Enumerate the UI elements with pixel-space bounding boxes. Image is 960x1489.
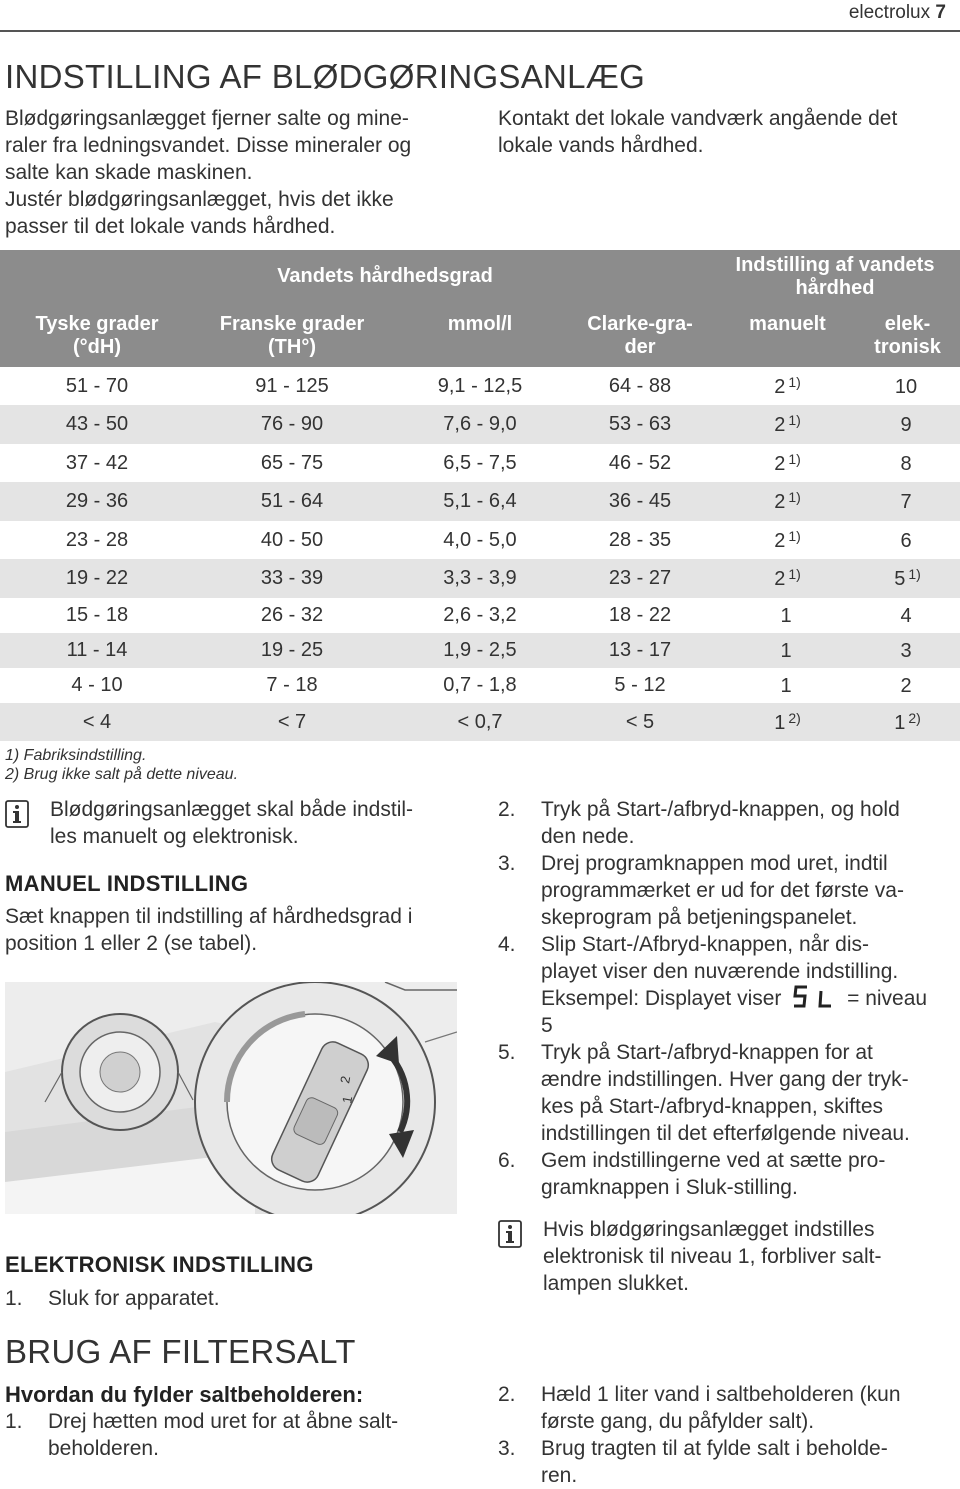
table-cell xyxy=(710,603,865,628)
table-cell xyxy=(194,413,390,436)
footnote-ref: 1) xyxy=(788,566,801,582)
table-row xyxy=(0,633,960,668)
step-number: 6. xyxy=(498,1149,516,1172)
cell-value: 4 - 10 xyxy=(71,674,123,696)
cell-value: 1 xyxy=(780,675,792,697)
list-item xyxy=(498,1039,958,1147)
table-cell xyxy=(570,711,710,734)
cell-value: 37 - 42 xyxy=(65,451,129,474)
intro-line: Justér blødgøringsanlægget, hvis det ikke xyxy=(5,188,394,211)
table-cell xyxy=(710,673,865,698)
table-cell xyxy=(390,711,570,734)
cell-value: 6,5 - 7,5 xyxy=(443,451,517,474)
header-rule xyxy=(0,30,960,32)
cell-value: 15 - 18 xyxy=(65,604,129,626)
table-row xyxy=(0,668,960,703)
info-note-line: Blødgøringsanlægget skal både indstil- xyxy=(50,798,414,821)
table-row xyxy=(0,598,960,633)
cell-value: 1 xyxy=(780,605,792,627)
step-line: Tryk på Start-/afbryd-knappen for at xyxy=(541,1041,873,1064)
col-header-line: Clarke-gra- xyxy=(587,313,693,335)
cell-value: 18 - 22 xyxy=(608,604,672,626)
footnote-1: 1) Fabriksindstilling. xyxy=(5,747,147,764)
table-cell xyxy=(0,639,194,662)
cell-value: 1,9 - 2,5 xyxy=(443,639,517,661)
table-cell xyxy=(390,413,570,436)
section-title-salt: BRUG AF FILTERSALT xyxy=(5,1333,356,1370)
table-cell xyxy=(390,567,570,590)
table-cell xyxy=(710,566,865,591)
col-header-line: tronisk xyxy=(874,336,941,358)
list-item xyxy=(5,1285,445,1312)
list-item xyxy=(498,1147,958,1201)
manual-setting-heading: MANUEL INDSTILLING xyxy=(5,871,249,896)
intro-line: passer til det lokale vands hårdhed. xyxy=(5,215,336,238)
cell-value: < 7 xyxy=(277,710,307,733)
table-body xyxy=(0,367,960,741)
page-header-brand xyxy=(849,2,946,24)
brand-name: electrolux xyxy=(848,2,931,23)
table-cell xyxy=(194,711,390,734)
step-number: 2. xyxy=(498,1383,516,1406)
info-note-line: lampen slukket. xyxy=(543,1272,689,1295)
list-item xyxy=(5,1408,465,1462)
footnote-ref: 1) xyxy=(788,489,801,505)
table-cell xyxy=(855,673,960,698)
electronic-step-list xyxy=(5,1285,445,1312)
step-number: 3. xyxy=(498,1437,516,1460)
table-row xyxy=(0,367,960,405)
step-number: 1. xyxy=(5,1410,23,1433)
table-cell xyxy=(194,604,390,627)
cell-value: 4,0 - 5,0 xyxy=(443,528,517,551)
table-cell xyxy=(0,711,194,734)
step-line: Tryk på Start-/afbryd-knappen, og hold xyxy=(541,798,900,821)
cell-value: 23 - 27 xyxy=(608,567,672,589)
cell-value: < 0,7 xyxy=(457,710,503,733)
cell-value: 2 xyxy=(774,414,786,436)
col-header-line: (TH°) xyxy=(268,336,316,358)
step-line: playet viser den nuværende indstilling. xyxy=(541,960,899,983)
col-header-german xyxy=(0,313,194,359)
table-cell xyxy=(194,452,390,475)
cell-value: 3,3 - 3,9 xyxy=(443,567,517,589)
table-cell xyxy=(0,529,194,552)
info-note-left xyxy=(50,796,413,850)
cell-value: 7 - 18 xyxy=(266,674,318,696)
contact-line: Kontakt det lokale vandværk angående det xyxy=(498,107,898,130)
table-cell xyxy=(855,412,960,437)
info-icon xyxy=(5,800,29,828)
step-line: indstillingen til det efterfølgende niveau. xyxy=(541,1122,910,1145)
table-cell xyxy=(0,452,194,475)
step-line: den nede. xyxy=(541,825,635,848)
table-cell xyxy=(194,490,390,513)
table-cell xyxy=(855,603,960,628)
list-item xyxy=(498,850,958,931)
table-cell xyxy=(710,489,865,514)
step-line: ren. xyxy=(541,1464,578,1487)
table-cell xyxy=(194,529,390,552)
cell-value: 36 - 45 xyxy=(608,490,672,512)
footnote-2: 2) Brug ikke salt på dette niveau. xyxy=(5,766,239,783)
intro-line: raler fra ledningsvandet. Disse mineraler og xyxy=(5,134,412,157)
table-row xyxy=(0,444,960,482)
step-line: Drej programknappen mod uret, indtil xyxy=(541,852,888,875)
step-line: gramknappen i Sluk-stilling. xyxy=(541,1176,798,1199)
intro-paragraph xyxy=(5,105,411,240)
table-row xyxy=(0,703,960,741)
softener-dial-illustration xyxy=(5,982,457,1214)
step-line: ændre indstillingen. Hver gang der tryk- xyxy=(541,1068,909,1091)
table-cell xyxy=(0,490,194,513)
table-cell xyxy=(855,710,960,735)
cell-value: 10 xyxy=(894,375,918,398)
contact-line: lokale vands hårdhed. xyxy=(498,134,704,157)
cell-value: 53 - 63 xyxy=(608,413,672,435)
salt-right-steps xyxy=(498,1381,958,1489)
electronic-setting-heading: ELEKTRONISK INDSTILLING xyxy=(5,1252,314,1277)
display-segment-icon xyxy=(793,985,835,1009)
cell-value: 3 xyxy=(900,640,912,662)
table-cell xyxy=(570,413,710,436)
col-header-manual xyxy=(710,313,865,336)
step-line: beholderen. xyxy=(48,1437,159,1460)
step-line: Slip Start-/Afbryd-knappen, når dis- xyxy=(541,933,869,956)
cell-value: 51 - 64 xyxy=(260,490,324,512)
table-row xyxy=(0,521,960,559)
cell-value: 13 - 17 xyxy=(608,639,672,661)
table-row xyxy=(0,559,960,598)
cell-value: 26 - 32 xyxy=(260,604,324,626)
table-cell xyxy=(710,412,865,437)
step-line: første gang, du påfylder salt). xyxy=(541,1410,815,1433)
cell-value: 64 - 88 xyxy=(608,374,672,397)
info-note-line: les manuelt og elektronisk. xyxy=(50,825,299,848)
table-cell xyxy=(0,375,194,398)
intro-line: Blødgøringsanlægget fjerner salte og mine- xyxy=(5,107,409,130)
step-number: 5. xyxy=(498,1041,516,1064)
cell-value: < 5 xyxy=(625,710,655,733)
col-header-line: elek- xyxy=(884,313,931,335)
cell-value: 2 xyxy=(774,568,786,590)
step-line: Brug tragten til at fylde salt i beholde- xyxy=(541,1437,888,1460)
cell-value: 19 - 25 xyxy=(260,639,324,661)
cell-value: 33 - 39 xyxy=(260,567,324,589)
table-cell xyxy=(570,529,710,552)
table-cell xyxy=(390,375,570,398)
table-header xyxy=(0,250,960,367)
info-note-line: Hvis blødgøringsanlægget indstilles xyxy=(543,1218,875,1241)
water-hardness-table xyxy=(0,250,960,741)
table-cell xyxy=(0,413,194,436)
cell-value: 1 xyxy=(894,711,906,734)
table-cell xyxy=(855,451,960,476)
cell-value: < 4 xyxy=(82,710,112,733)
table-cell xyxy=(855,566,960,591)
cell-value: 40 - 50 xyxy=(260,528,324,551)
contact-paragraph xyxy=(498,105,897,159)
col-header-line: Tyske grader xyxy=(35,313,159,335)
cell-value: 11 - 14 xyxy=(66,639,128,661)
group-header-hardness: Vandets hårdhedsgrad xyxy=(277,265,493,287)
table-cell xyxy=(710,710,865,735)
table-cell xyxy=(855,638,960,663)
footnote-ref: 1) xyxy=(788,373,801,390)
table-cell xyxy=(390,452,570,475)
table-cell xyxy=(0,674,194,697)
dial-label: 2 xyxy=(337,1074,354,1085)
list-item xyxy=(498,796,958,850)
col-header-french xyxy=(194,313,390,359)
cell-value: 1 xyxy=(780,640,792,662)
table-cell xyxy=(194,375,390,398)
manual-line: Sæt knappen til indstilling af hårdhedsgrad i xyxy=(5,905,413,928)
table-cell xyxy=(194,567,390,590)
cell-value: 23 - 28 xyxy=(65,528,129,551)
example-suffix: = niveau xyxy=(847,987,928,1010)
cell-value: 91 - 125 xyxy=(255,374,329,397)
table-cell xyxy=(390,639,570,662)
table-cell xyxy=(570,490,710,513)
table-cell xyxy=(710,528,865,553)
right-step-list xyxy=(498,796,958,1201)
table-cell xyxy=(710,638,865,663)
table-cell xyxy=(570,639,710,662)
example-line xyxy=(541,985,958,1012)
step-line: skeprogram på betjeningspanelet. xyxy=(541,906,858,929)
col-header-line: Franske grader xyxy=(219,313,365,335)
cell-value: 28 - 35 xyxy=(608,528,672,551)
manual-line: position 1 eller 2 (se tabel). xyxy=(5,932,258,955)
cell-value: 4 xyxy=(900,605,912,627)
table-cell xyxy=(855,489,960,514)
step-line: Hæld 1 liter vand i saltbeholderen (kun xyxy=(541,1383,901,1406)
footnote-ref: 2) xyxy=(788,709,801,726)
footnote-ref: 2) xyxy=(908,709,921,726)
col-header-mmol xyxy=(390,313,570,336)
col-header-line: (°dH) xyxy=(73,336,121,358)
footnote-ref: 1) xyxy=(908,566,921,582)
cell-value: 0,7 - 1,8 xyxy=(443,674,517,696)
group-header-setting-line: hårdhed xyxy=(795,277,875,299)
table-cell xyxy=(710,374,865,399)
table-cell xyxy=(855,374,960,399)
salt-left-steps xyxy=(5,1408,465,1462)
table-cell xyxy=(194,674,390,697)
group-header-setting-line: Indstilling af vandets xyxy=(735,254,935,276)
table-cell xyxy=(570,452,710,475)
manual-setting-text xyxy=(5,903,412,957)
salt-subheading: Hvordan du fylder saltbeholderen: xyxy=(5,1382,364,1407)
example-prefix: Eksempel: Displayet viser xyxy=(541,987,782,1010)
table-cell xyxy=(570,567,710,590)
table-cell xyxy=(570,375,710,398)
info-icon xyxy=(498,1220,522,1248)
table-cell xyxy=(855,528,960,553)
cell-value: 7,6 - 9,0 xyxy=(443,413,517,435)
table-cell xyxy=(570,604,710,627)
cell-value: 2 xyxy=(774,375,786,398)
cell-value: 19 - 22 xyxy=(65,567,129,589)
col-header-line: mmol/l xyxy=(447,313,513,335)
cell-value: 9,1 - 12,5 xyxy=(437,374,523,397)
table-cell xyxy=(194,639,390,662)
table-cell xyxy=(390,490,570,513)
cell-value: 7 xyxy=(900,491,912,513)
step-line: programmærket er ud for det første va- xyxy=(541,879,904,902)
table-cell xyxy=(710,451,865,476)
cell-value: 2 xyxy=(774,529,786,552)
cell-value: 1 xyxy=(774,711,786,734)
step-line: kes på Start-/afbryd-knappen, skiftes xyxy=(541,1095,883,1118)
cell-value: 5 xyxy=(894,568,906,590)
table-cell xyxy=(390,529,570,552)
list-item xyxy=(498,931,958,1039)
cell-value: 29 - 36 xyxy=(65,490,129,512)
table-cell xyxy=(570,674,710,697)
footnote-ref: 1) xyxy=(788,412,801,428)
cell-value: 5,1 - 6,4 xyxy=(443,490,517,512)
cell-value: 6 xyxy=(900,529,912,552)
cell-value: 2 xyxy=(900,675,912,697)
list-item xyxy=(498,1435,958,1489)
cell-value: 43 - 50 xyxy=(65,413,129,435)
cell-value: 51 - 70 xyxy=(65,374,129,397)
table-row xyxy=(0,405,960,444)
table-cell xyxy=(0,604,194,627)
cell-value: 76 - 90 xyxy=(260,413,324,435)
col-header-line: manuelt xyxy=(749,313,826,335)
col-header-electronic xyxy=(855,313,960,359)
info-note-line: elektronisk til niveau 1, forbliver salt- xyxy=(543,1245,882,1268)
footnote-ref: 1) xyxy=(788,450,801,467)
intro-line: salte kan skade maskinen. xyxy=(5,161,253,184)
example-value: 5 xyxy=(541,1014,553,1037)
step-number: 2. xyxy=(498,798,516,821)
col-header-clarke xyxy=(570,313,710,359)
info-note-right xyxy=(543,1216,881,1297)
step-number: 3. xyxy=(498,852,516,875)
step-number: 4. xyxy=(498,933,516,956)
footnote-ref: 1) xyxy=(788,527,801,544)
cell-value: 65 - 75 xyxy=(260,451,324,474)
cell-value: 2 xyxy=(774,452,786,475)
cell-value: 8 xyxy=(900,452,912,475)
step-number: 1. xyxy=(5,1287,23,1310)
cell-value: 2 xyxy=(774,491,786,513)
table-footnotes xyxy=(5,746,238,784)
table-cell xyxy=(390,604,570,627)
group-header-setting xyxy=(710,254,960,300)
step-line: Drej hætten mod uret for at åbne salt- xyxy=(48,1410,399,1433)
col-header-line: der xyxy=(624,336,656,358)
page-number: 7 xyxy=(935,2,946,23)
cell-value: 2,6 - 3,2 xyxy=(443,604,517,626)
list-item xyxy=(498,1381,958,1435)
section-title-softener: INDSTILLING AF BLØDGØRINGSANLÆG xyxy=(5,58,646,95)
step-line: Gem indstillingerne ved at sætte pro- xyxy=(541,1149,886,1172)
table-cell xyxy=(0,567,194,590)
cell-value: 9 xyxy=(900,414,912,436)
table-row xyxy=(0,482,960,521)
cell-value: 5 - 12 xyxy=(614,674,666,696)
table-cell xyxy=(390,674,570,697)
cell-value: 46 - 52 xyxy=(608,451,672,474)
step-text: Sluk for apparatet. xyxy=(48,1287,220,1310)
dial-label: 1 xyxy=(339,1094,356,1105)
